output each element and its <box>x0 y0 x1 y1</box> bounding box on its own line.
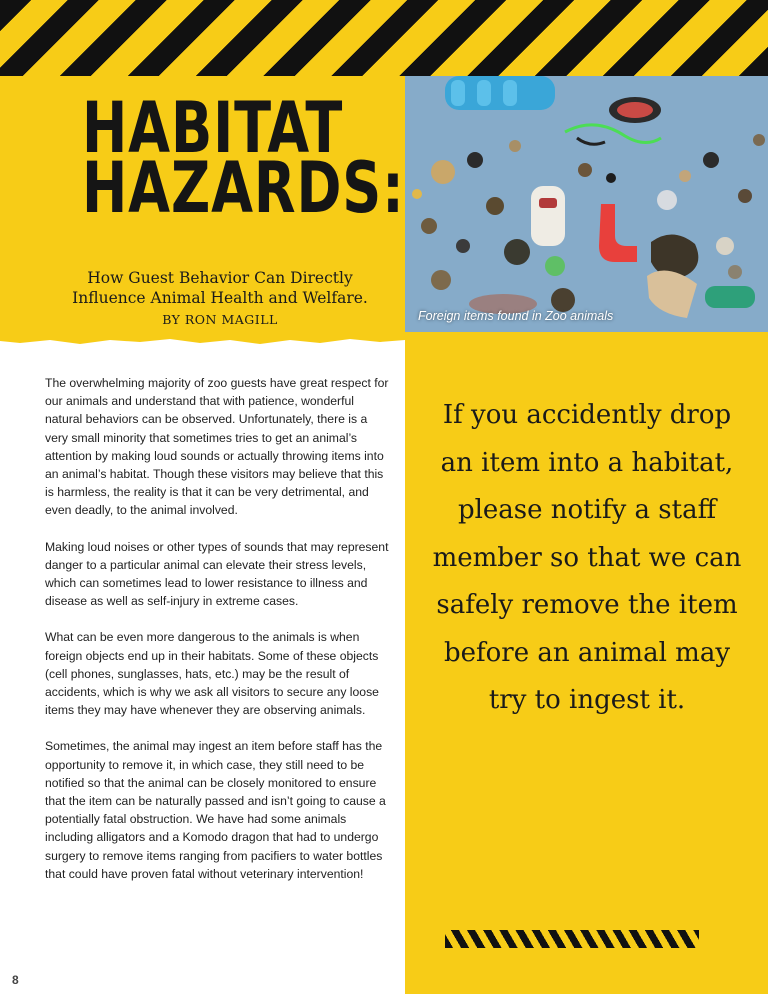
subtitle-line-2: Influence Animal Health and Welfare. <box>72 289 368 307</box>
hazard-stripe-footer <box>445 930 699 948</box>
title-line-1: HABITAT <box>82 87 344 169</box>
foreign-items-photo <box>405 76 768 332</box>
title-line-2: HAZARDS: <box>82 147 405 229</box>
byline: BY RON MAGILL <box>162 312 278 327</box>
foreign-items-illustration <box>405 76 768 332</box>
brush-edge-decoration <box>0 334 405 348</box>
callout-text: If you accidently drop an item into a habitat, please notify a staff member so that we can safely remove the item before an animal may try to ingest it. <box>432 400 742 715</box>
page-number: 8 <box>12 973 19 987</box>
subtitle-line-1: How Guest Behavior Can Directly <box>87 269 353 287</box>
callout-panel <box>405 332 768 994</box>
photo-caption: Foreign items found in Zoo animals <box>418 309 614 323</box>
article-body <box>45 374 391 901</box>
article-paragraph: The overwhelming majority of zoo guests have great respect for our animals and understand that with patience, wonderful natural behaviors can be observed. Unfortunately, there is a very small minority that sometimes tries to get an animal’s attention by making loud sounds or actually throwing items into an animal’s habitat. Though these visitors may believe that this is harmless, the reality is that it can be very detrimental, and even deadly, to the animal involved. <box>45 376 389 518</box>
hazard-stripe-header <box>0 0 768 76</box>
article-paragraph: Making loud noises or other types of sounds that may represent danger to a particular animal can elevate their stress levels, which can sometimes lead to lower resistance to illness and disease as well as self-injury in extreme cases. <box>45 539 389 609</box>
page-title <box>82 87 405 229</box>
subtitle <box>40 268 400 308</box>
article-paragraph: Sometimes, the animal may ingest an item before staff has the opportunity to remove it, in which case, they still need to be notified so that the animal can be closely monitored to ensure that the item can be naturally passed and isn’t going to cause a potentially fatal obstruction. We have had some animals including alligators and a Komodo dragon that had to undergo surgery to remove items ranging from pacifiers to water bottles that could have proven fatal without veterinary intervention! <box>45 739 386 881</box>
article-paragraph: What can be even more dangerous to the animals is when foreign objects end up in their habitats. Some of these objects (cell phones, sunglasses, hats, etc.) may be the result of accidents, which is why we ask all visitors to secure any loose items they may have whenever they are observing animals. <box>45 630 379 718</box>
